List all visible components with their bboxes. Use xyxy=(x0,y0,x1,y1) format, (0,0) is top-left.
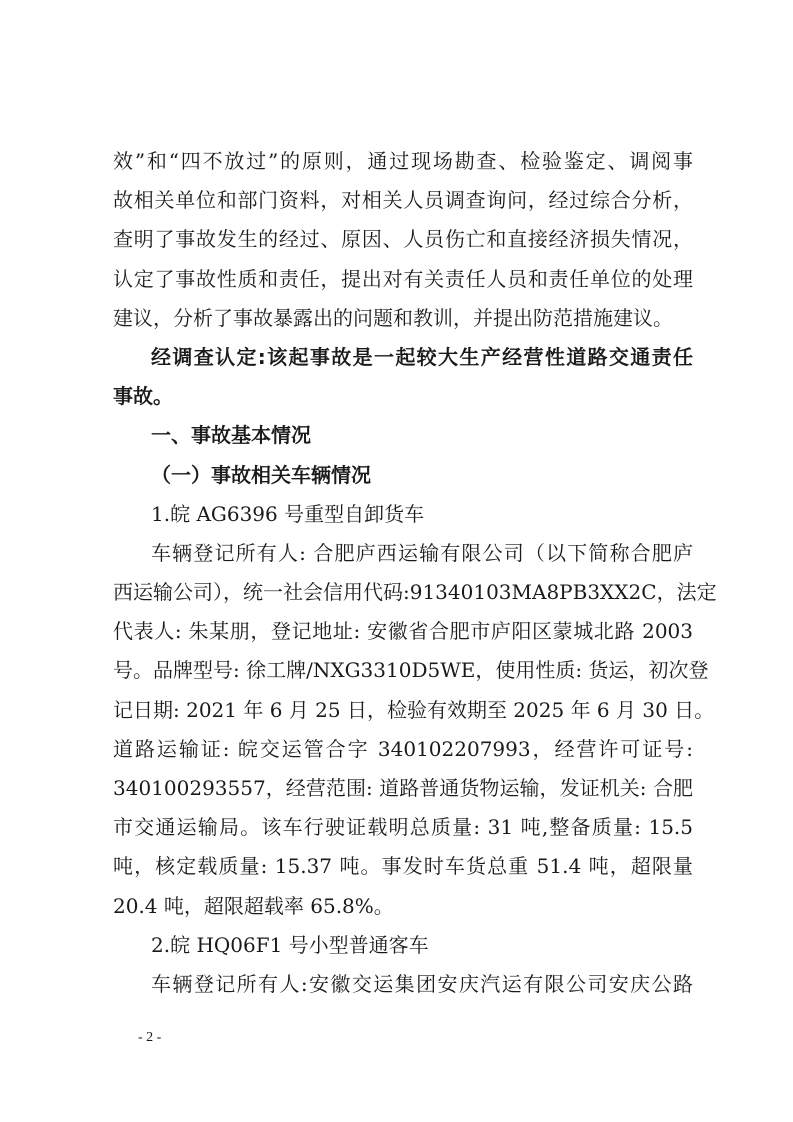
subsection-heading: （一）事故相关车辆情况 xyxy=(151,462,371,487)
paragraph-line: 340100293557，经营范围: 道路普通货物运输，发证机关: 合肥 xyxy=(113,776,693,800)
item-heading: 2.皖 HQ06F1 号小型普通客车 xyxy=(151,932,429,957)
section-heading: 一、事故基本情况 xyxy=(151,423,311,448)
document-body xyxy=(113,142,717,1004)
conclusion-line: 事故。 xyxy=(113,384,173,409)
item-heading: 1.皖 AG6396 号重型自卸货车 xyxy=(151,501,425,526)
paragraph-line: 认定了事故性质和责任，提出对有关责任人员和责任单位的处理 xyxy=(113,266,693,291)
paragraph-line: 道路运输证: 皖交运管合字 340102207993，经营许可证号: xyxy=(113,736,693,761)
paragraph-line: 记日期: 2021 年 6 月 25 日，检验有效期至 2025 年 6 月 30 日。 xyxy=(113,697,715,722)
paragraph-line: 市交通运输局。该车行驶证载明总质量: 31 吨,整备质量: 15.5 xyxy=(113,815,693,840)
conclusion-line: 经调查认定:该起事故是一起较大生产经营性道路交通责任 xyxy=(151,344,693,369)
paragraph-line: 20.4 吨，超限超载率 65.8%。 xyxy=(113,893,394,918)
paragraph-line: 效”和“四不放过”的原则，通过现场勘查、检验鉴定、调阅事 xyxy=(113,149,693,173)
paragraph-line: 建议，分析了事故暴露出的问题和教训，并提出防范措施建议。 xyxy=(113,305,673,330)
paragraph-line: 西运输公司），统一社会信用代码:91340103MA8PB3XX2C，法定 xyxy=(113,580,717,605)
paragraph-line: 车辆登记所有人: 合肥庐西运输有限公司（以下简称合肥庐 xyxy=(151,540,693,565)
paragraph-line: 车辆登记所有人:安徽交运集团安庆汽运有限公司安庆公路 xyxy=(151,971,693,996)
paragraph-line: 故相关单位和部门资料，对相关人员调查询问，经过综合分析， xyxy=(113,188,693,213)
paragraph-line: 号。品牌型号: 徐工牌/NXG3310D5WE，使用性质: 货运，初次登 xyxy=(113,658,709,683)
page-number: - 2 - xyxy=(138,1030,162,1045)
paragraph-line: 吨，核定载质量: 15.37 吨。事发时车货总重 51.4 吨，超限量 xyxy=(113,854,693,879)
paragraph-line: 代表人: 朱某朋，登记地址: 安徽省合肥市庐阳区蒙城北路 2003 xyxy=(113,619,693,644)
paragraph-line: 查明了事故发生的经过、原因、人员伤亡和直接经济损失情况， xyxy=(113,227,693,252)
